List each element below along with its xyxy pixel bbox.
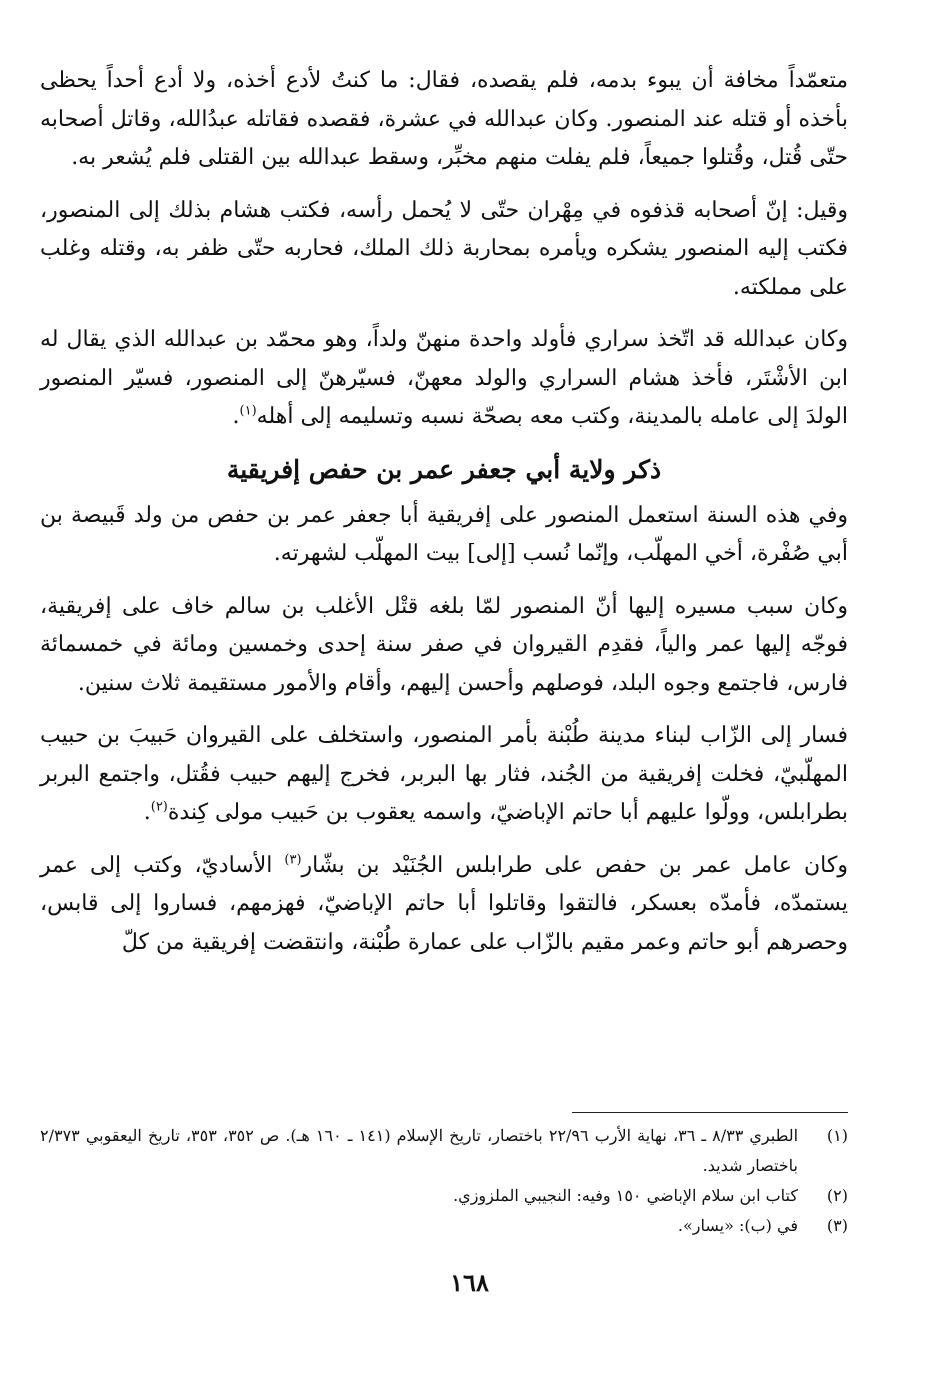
footnote-ref-3: (٣)	[284, 852, 302, 868]
paragraph-5: وكان سبب مسيره إليها أنّ المنصور لمّا بلغه قتْل الأغلب بن سالم خاف على إفريقية، فوجّه إليها عمر والياً، فقدِم القيروان في صفر سنة إحدى وخمسين ومائة في خمسمائة فارس، فاجتمع وجوه البلد، فوصلهم وأحسن إليهم، وأقام والأمور مستقيمة ثلاث سنين.	[40, 593, 848, 696]
paragraph-3-text: وكان عبدالله قد اتّخذ سراري فأولد واحدة منهنّ ولداً، وهو محمّد بن عبدالله الذي يقال له ابن الأشْتَر، فأخذ هشام السراري والولد معهنّ، فسيّرهنّ إلى المنصور، فسيّر المنصور الولدَ إلى عامله بالمدينة، وكتب معه بصحّة نسبه وتسليمه إلى أهله	[40, 327, 848, 429]
footnote-ref-1: (١)	[239, 403, 257, 419]
paragraph-2: وقيل: إنّ أصحابه قذفوه في مِهْران حتّى لا يُحمل رأسه، فكتب هشام بذلك إلى المنصور، فكتب إليه المنصور يشكره ويأمره بمحاربة ذلك الملك، فحاربه حتّى ظفر به، وقتله وغلب على مملكته.	[40, 197, 848, 300]
footnotes	[40, 1121, 848, 1241]
footnote-text: كتاب ابن سلام الإباضي ١٥٠ وفيه: النجيبي الملزوزي.	[453, 1186, 798, 1205]
footnote-text: في (ب): «يسار».	[677, 1216, 798, 1235]
paragraph-3	[40, 321, 848, 437]
page-number: ١٦٨	[450, 1268, 489, 1297]
main-text	[40, 62, 848, 976]
paragraph-4: وفي هذه السنة استعمل المنصور على إفريقية أبا جعفر عمر بن حفص من ولد قَبيصة بن أبي صُفْرة، أخي المهلّب، وإنّما نُسب [إلى] بيت المهلّب لشهرته.	[40, 502, 848, 566]
footnote-2	[40, 1181, 848, 1211]
footnote-1	[40, 1121, 848, 1181]
paragraph-6-text: فسار إلى الزّاب لبناء مدينة طُبْنة بأمر المنصور، واستخلف على القيروان حَبيبَ بن حبيب المهلّبيّ، فخلت إفريقية من الجُند، فثار بها البربر، فخرج إليهم حبيب فقُتل، واجتمع البربر بطرابلس، وولّوا عليهم أبا حاتم الإباضيّ، واسمه يعقوب بن حَبيب مولى كِندة	[40, 723, 849, 825]
paragraph-7	[40, 847, 848, 963]
footnote-3	[40, 1211, 848, 1241]
paragraph-7-text-a: وكان عامل عمر بن حفص على طرابلس الجُنَيْد بن بشّار	[301, 852, 848, 878]
paragraph-3-end: .	[232, 404, 240, 429]
footnote-divider	[572, 1112, 848, 1113]
footnote-number: (١)	[826, 1126, 848, 1145]
paragraph-6-end: .	[143, 800, 151, 825]
footnote-text: الطبري ٨/٣٣ ـ ٣٦، نهاية الأرب ٢٢/٩٦ باختصار، تاريخ الإسلام (١٤١ ـ ١٦٠ هـ). ص ٣٥٢، ٣٥٣، تاريخ اليعقوبي ٢/٣٧٣ باختصار شديد.	[40, 1126, 799, 1175]
section-heading: ذكر ولاية أبي جعفر عمر بن حفص إفريقية	[226, 454, 662, 484]
paragraph-7-text-b: الأساديّ، وكتب إلى عمر يستمدّه، فأمدّه بعسكر، فالتقوا وقاتلوا أبا حاتم الإباضيّ، فهزمهم، فساروا إلى قابس، وحصرهم أبو حاتم وعمر مقيم بالزّاب على عمارة طُبْنة، وانتقضت إفريقية من كلّ	[40, 852, 848, 955]
footnote-number: (٢)	[826, 1186, 848, 1205]
footnote-number: (٣)	[826, 1216, 848, 1235]
paragraph-1: متعمّداً مخافة أن يبوء بدمه، فلم يقصده، فقال: ما كنتُ لأدع أخذه، ولا أدع أحداً يحظى بأخذه أو قتله عند المنصور. وكان عبدالله في عشرة، فقصده فقاتله عبدُالله، وقاتل أصحابه حتّى قُتل، وقُتلوا جميعاً، فلم يفلت منهم مخبِّر، وسقط عبدالله بين القتلى فلم يُشعر به.	[40, 68, 848, 170]
footnote-ref-2: (٢)	[150, 799, 168, 815]
paragraph-6	[40, 717, 848, 833]
